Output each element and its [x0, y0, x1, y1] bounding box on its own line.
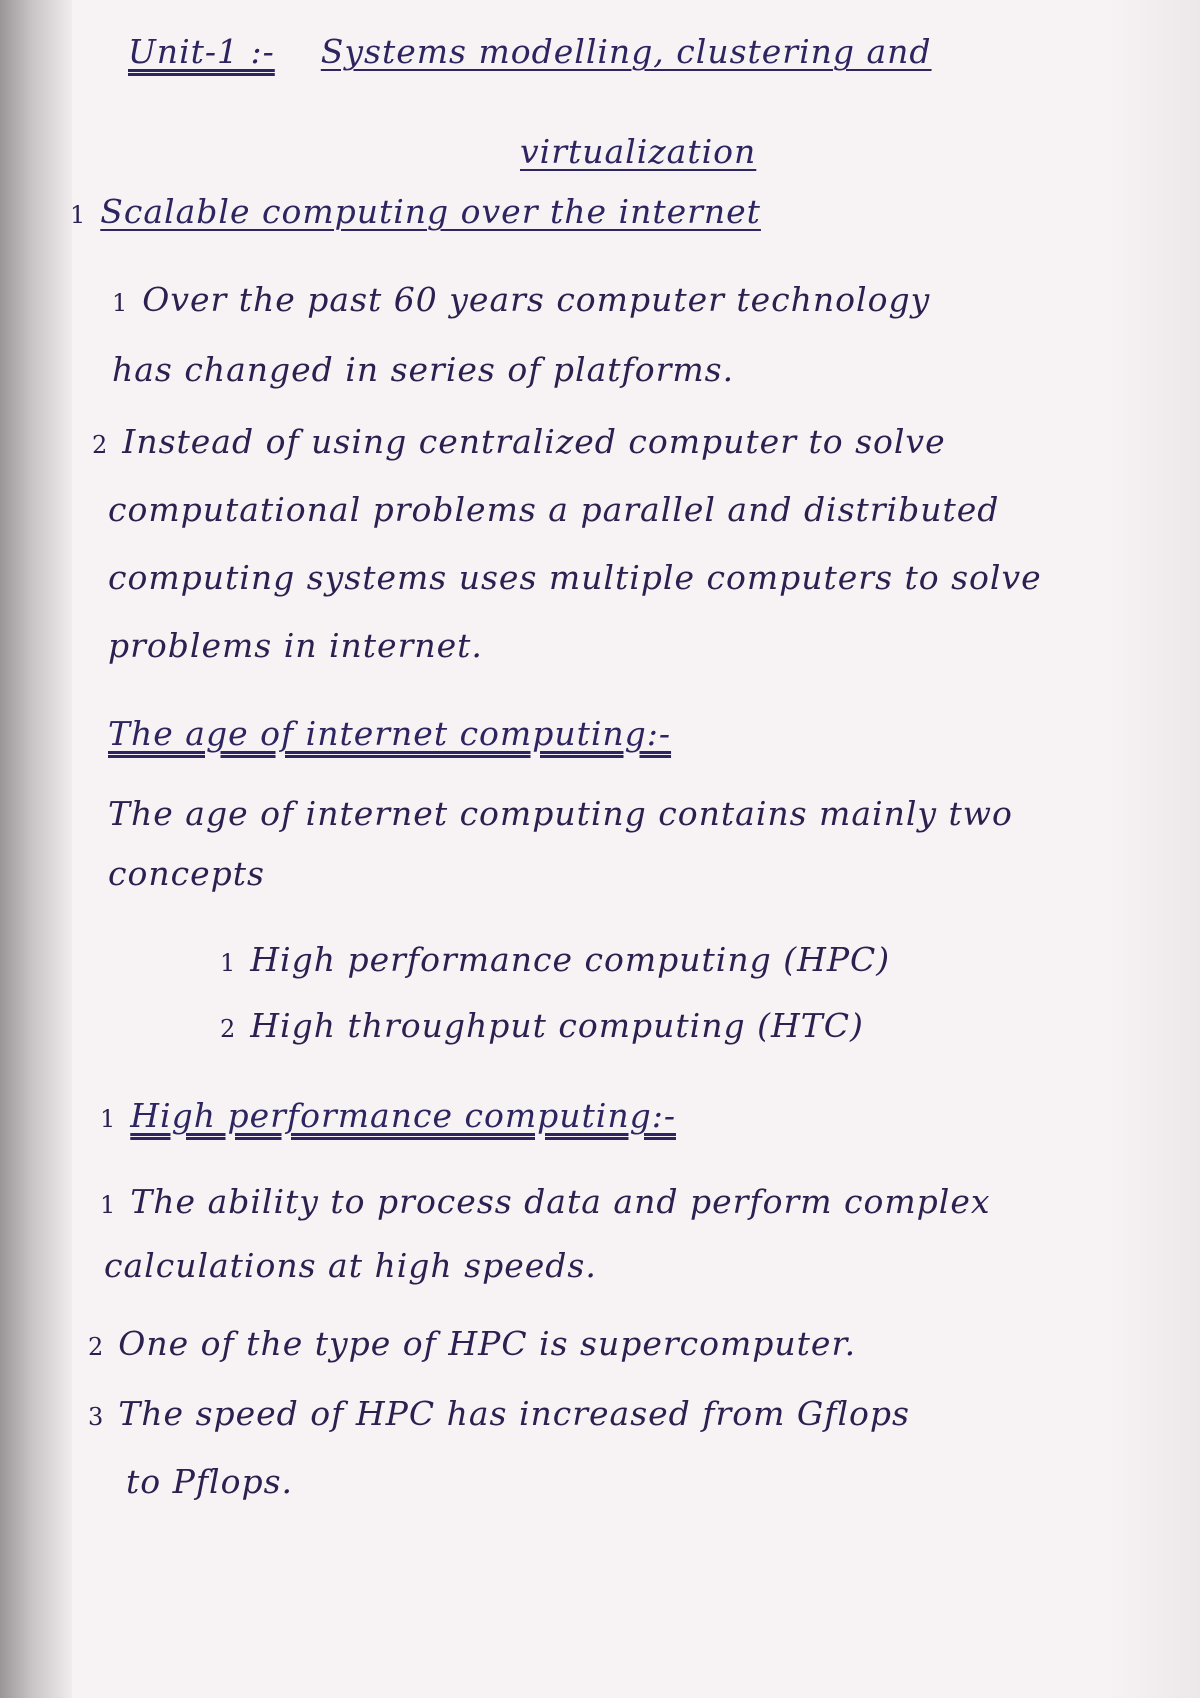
- point-text: problems in internet.: [108, 626, 483, 665]
- subheading-text: High performance computing:-: [130, 1096, 676, 1135]
- title-line-1: [128, 30, 932, 74]
- point-number: 2: [92, 431, 109, 459]
- point-number: 1: [100, 1191, 117, 1219]
- paragraph-line: [126, 1460, 293, 1504]
- paragraph-line: [108, 852, 265, 896]
- concept-text: High performance computing (HPC): [250, 940, 891, 979]
- point-text: Over the past 60 years computer technology: [142, 280, 931, 319]
- point-text: has changed in series of platforms.: [112, 350, 735, 389]
- paragraph-line: [108, 556, 1042, 600]
- paragraph-line: [88, 1392, 910, 1439]
- paragraph-line: [104, 1244, 597, 1288]
- paragraph-line: [100, 1180, 990, 1227]
- subheading-age-of-internet-computing: [108, 712, 671, 756]
- concept-item: [220, 938, 890, 985]
- paragraph-line: [108, 792, 1013, 836]
- section-number: 1: [100, 1105, 117, 1133]
- intro-text: The age of internet computing contains mainly two: [108, 794, 1013, 833]
- point-text: calculations at high speeds.: [104, 1246, 597, 1285]
- unit-title: Systems modelling, clustering and: [320, 32, 932, 71]
- point-number: 3: [88, 1403, 105, 1431]
- section-heading-text: Scalable computing over the internet: [100, 192, 761, 231]
- point-text: The speed of HPC has increased from Gflops: [118, 1394, 910, 1433]
- concept-number: 1: [220, 949, 237, 977]
- unit-label: Unit-1 :-: [128, 32, 275, 71]
- point-text: One of the type of HPC is supercomputer.: [118, 1324, 857, 1363]
- point-text: computational problems a parallel and distributed: [108, 490, 1000, 529]
- point-text: to Pflops.: [126, 1462, 294, 1501]
- point-number: 1: [112, 289, 129, 317]
- unit-subtitle: virtualization: [520, 132, 757, 171]
- concept-item: [220, 1004, 864, 1051]
- intro-text: concepts: [108, 854, 265, 893]
- point-text: computing systems uses multiple computers to solve: [108, 558, 1042, 597]
- point-number: 2: [88, 1333, 105, 1361]
- concept-number: 2: [220, 1015, 237, 1043]
- title-line-2: [520, 130, 756, 174]
- concept-text: High throughput computing (HTC): [250, 1006, 864, 1045]
- page-edge-shadow: [0, 0, 72, 1698]
- paragraph-line: [108, 624, 483, 668]
- paragraph-line: [112, 348, 734, 392]
- paragraph-line: [88, 1322, 856, 1369]
- page-right-shade: [1110, 0, 1200, 1698]
- point-text: The ability to process data and perform complex: [130, 1182, 991, 1221]
- paragraph-line: [108, 488, 999, 532]
- subheading-text: The age of internet computing:-: [108, 714, 672, 753]
- point-text: Instead of using centralized computer to solve: [122, 422, 946, 461]
- section-heading-scalable-computing: [70, 190, 761, 237]
- subheading-hpc: [100, 1094, 676, 1141]
- paragraph-line: [112, 278, 930, 325]
- section-number: 1: [70, 201, 87, 229]
- paragraph-line: [92, 420, 946, 467]
